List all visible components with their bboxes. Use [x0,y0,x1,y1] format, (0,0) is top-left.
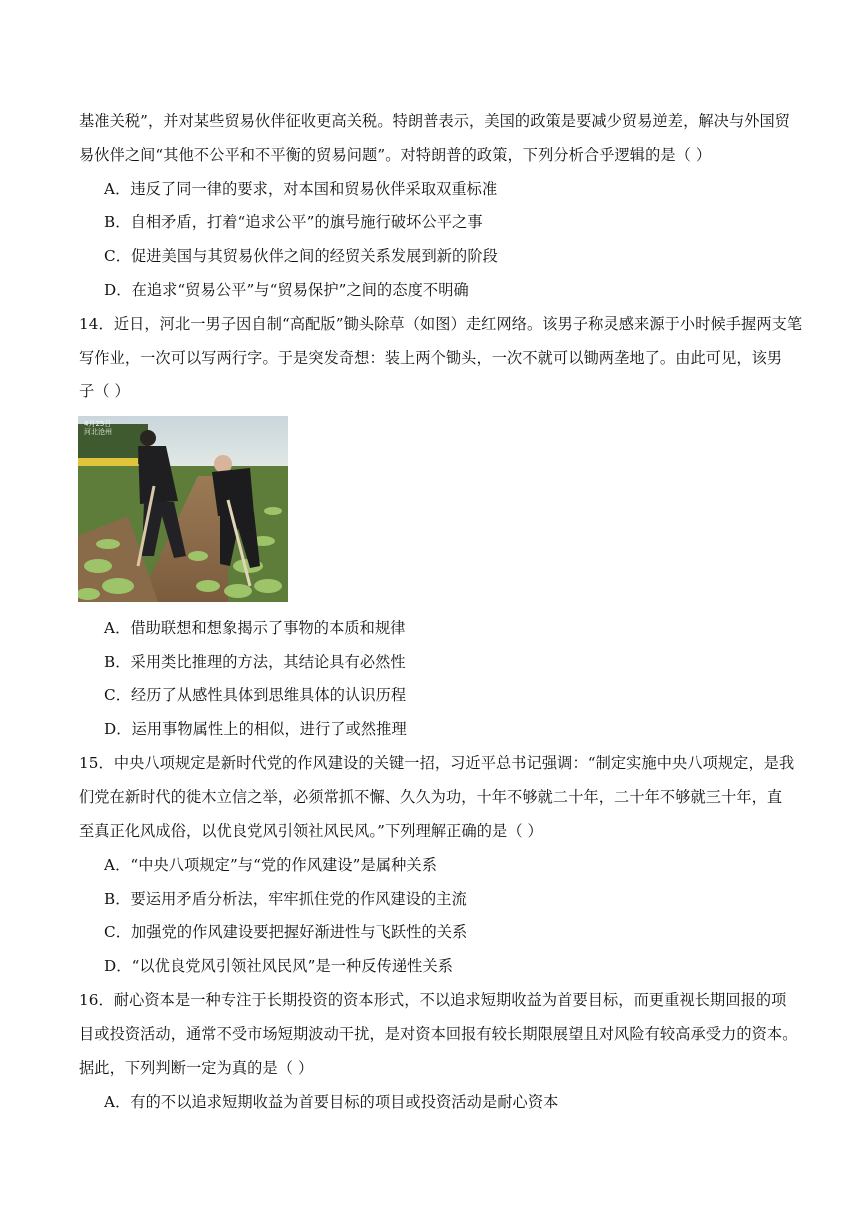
photo-caption-line-2: 河北沧州 [84,428,112,436]
q14-option-a: A．借助联想和想象揭示了事物的本质和规律 [104,619,406,637]
q16-stem-line-3: 据此，下列判断一定为真的是（ ） [79,1059,314,1077]
q15-stem-line-2: 们党在新时代的徙木立信之举，必须常抓不懈、久久为功，十年不够就二十年，二十年不够就三十年，直 [79,788,783,806]
q16-option-a: A．有的不以追求短期收益为首要目标的项目或投资活动是耐心资本 [104,1093,559,1111]
q14-option-c: C．经历了从感性具体到思维具体的认识历程 [104,686,407,704]
q13-stem-line-2: 易伙伴之间“其他不公平和不平衡的贸易问题”。对特朗普的政策，下列分析合乎逻辑的是（ ） [79,146,712,164]
photo-caption [84,420,112,436]
q15-option-d: D．“以优良党风引领社风民风”是一种反传递性关系 [104,957,454,975]
q15-stem-line-1: 15．中央八项规定是新时代党的作风建设的关键一招，习近平总书记强调：“制定实施中央八项规定，是我 [79,754,795,772]
q13-option-c: C．促进美国与其贸易伙伴之间的经贸关系发展到新的阶段 [104,247,498,265]
q15-option-b: B．要运用矛盾分析法，牢牢抓住党的作风建设的主流 [104,890,467,908]
q14-stem-line-3: 子（ ） [79,382,130,400]
q15-option-c: C．加强党的作风建设要把握好渐进性与飞跃性的关系 [104,923,468,941]
q13-option-d: D．在追求“贸易公平”与“贸易保护”之间的态度不明确 [104,281,469,299]
q15-option-a: A．“中央八项规定”与“党的作风建设”是属种关系 [104,856,437,874]
q13-option-b: B．自相矛盾，打着“追求公平”的旗号施行破坏公平之事 [104,213,483,231]
q15-stem-line-3: 至真正化风成俗，以优良党风引领社风民风。”下列理解正确的是（ ） [79,822,543,840]
q14-stem-line-1: 14．近日，河北一男子因自制“高配版”锄头除草（如图）走红网络。该男子称灵感来源于小时候手握两支笔 [79,315,803,333]
photo-caption-line-1: 4月25日 [84,420,112,428]
hoe-photo [78,416,288,602]
q13-option-a: A．违反了同一律的要求，对本国和贸易伙伴采取双重标准 [104,180,498,198]
q13-stem-line-1: 基准关税”，并对某些贸易伙伴征收更高关税。特朗普表示，美国的政策是要减少贸易逆差，解决与外国贸 [79,112,791,130]
q16-stem-line-2: 目或投资活动，通常不受市场短期波动干扰，是对资本回报有较长期限展望且对风险有较高承受力的资本。 [79,1025,798,1043]
q14-option-d: D．运用事物属性上的相似，进行了或然推理 [104,720,407,738]
q14-stem-line-2: 写作业，一次可以写两行字。于是突发奇想：装上两个锄头，一次不就可以锄两垄地了。由此可见，该男 [79,349,783,367]
q14-option-b: B．采用类比推理的方法，其结论具有必然性 [104,653,406,671]
q16-stem-line-1: 16．耐心资本是一种专注于长期投资的资本形式，不以追求短期收益为首要目标，而更重视长期回报的项 [79,991,787,1009]
